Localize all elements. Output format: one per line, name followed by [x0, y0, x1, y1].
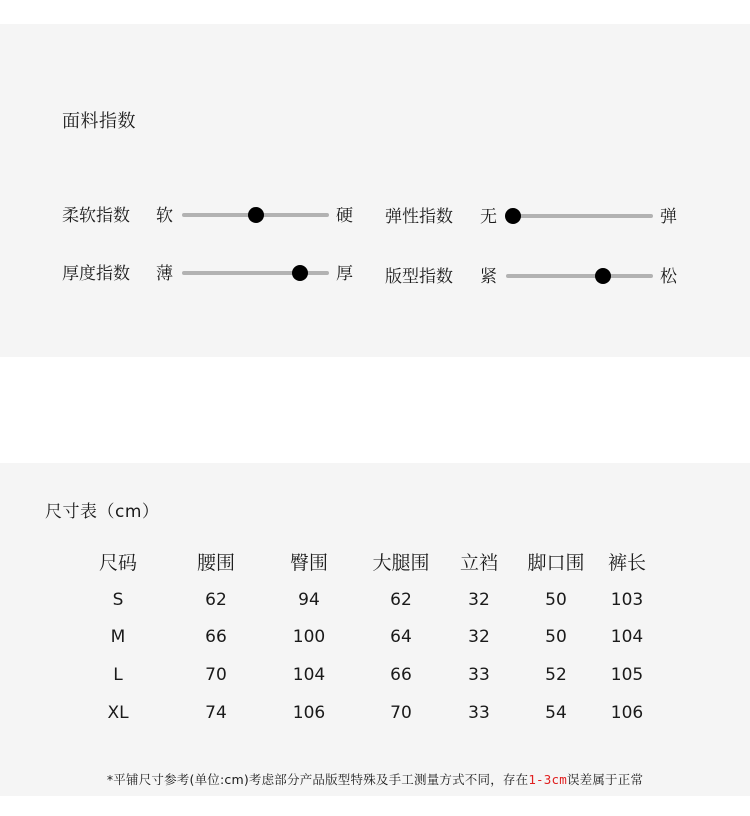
size-table-size-cell: L [113, 665, 123, 685]
size-table-value-cell: 33 [468, 665, 490, 685]
size-table-value-cell: 104 [610, 627, 644, 647]
size-table-value-cell: 105 [610, 665, 644, 685]
softness-high: 硬 [336, 206, 353, 226]
size-table-value-cell: 106 [610, 703, 644, 723]
size-table-value-cell: 32 [468, 627, 490, 647]
thickness-label: 厚度指数 [62, 264, 130, 284]
elasticity-label: 弹性指数 [385, 207, 453, 227]
size-table-value-cell: 100 [292, 627, 326, 647]
size-table-size-cell: M [110, 627, 126, 647]
size-table-value-cell: 70 [205, 665, 227, 685]
size-table-header-cell: 立裆 [459, 552, 498, 574]
size-table-header-cell: 臀围 [289, 552, 328, 574]
softness-low: 软 [156, 206, 173, 226]
size-table-value-cell: 103 [610, 590, 644, 610]
size-table-value-cell: 66 [390, 665, 412, 685]
size-table-header-cell: 尺码 [98, 552, 137, 574]
softness-slider-knob [248, 207, 264, 223]
size-table-value-cell: 70 [390, 703, 412, 723]
thickness-high: 厚 [336, 264, 353, 284]
size-table-value-cell: 50 [545, 590, 567, 610]
fabric-index-panel [0, 24, 750, 357]
size-table-value-cell: 50 [545, 627, 567, 647]
fabric-index-title: 面料指数 [62, 111, 136, 132]
elasticity-high: 弹 [660, 207, 677, 227]
size-table-value-cell: 62 [205, 590, 227, 610]
fit-slider-track [506, 274, 653, 278]
size-table-value-cell: 66 [205, 627, 227, 647]
size-table-value-cell: 62 [390, 590, 412, 610]
thickness-slider-knob [292, 265, 308, 281]
footnote-text-end: 误差属于正常 [566, 772, 644, 787]
elasticity-low: 无 [480, 207, 497, 227]
softness-label: 柔软指数 [62, 206, 130, 226]
footnote-highlight: 1-3cm [528, 772, 567, 787]
size-table-value-cell: 64 [390, 627, 412, 647]
size-table-header-cell: 裤长 [607, 552, 646, 574]
size-table-title: 尺寸表（cm） [45, 502, 160, 522]
size-table-header-cell: 腰围 [196, 552, 235, 574]
size-table-value-cell: 32 [468, 590, 490, 610]
fit-low: 紧 [480, 267, 497, 287]
fit-high: 松 [660, 267, 677, 287]
size-table-value-cell: 106 [292, 703, 326, 723]
fit-slider-knob [595, 268, 611, 284]
size-table-size-cell: XL [107, 703, 129, 723]
size-table-size-cell: S [112, 590, 124, 610]
size-table-value-cell: 74 [205, 703, 227, 723]
size-table-header-cell: 脚口围 [527, 552, 585, 574]
elasticity-slider-track [506, 214, 653, 218]
fit-label: 版型指数 [385, 267, 453, 287]
footnote-text: *平铺尺寸参考(单位:cm)考虑部分产品版型特殊及手工测量方式不同，存在 [106, 772, 529, 787]
size-table-value-cell: 54 [545, 703, 567, 723]
size-table-value-cell: 94 [298, 590, 320, 610]
footnote [0, 770, 750, 788]
size-table-header-cell: 大腿围 [372, 552, 430, 574]
size-table-value-cell: 33 [468, 703, 490, 723]
size-table-value-cell: 52 [545, 665, 567, 685]
size-table-value-cell: 104 [292, 665, 326, 685]
thickness-low: 薄 [156, 264, 173, 284]
